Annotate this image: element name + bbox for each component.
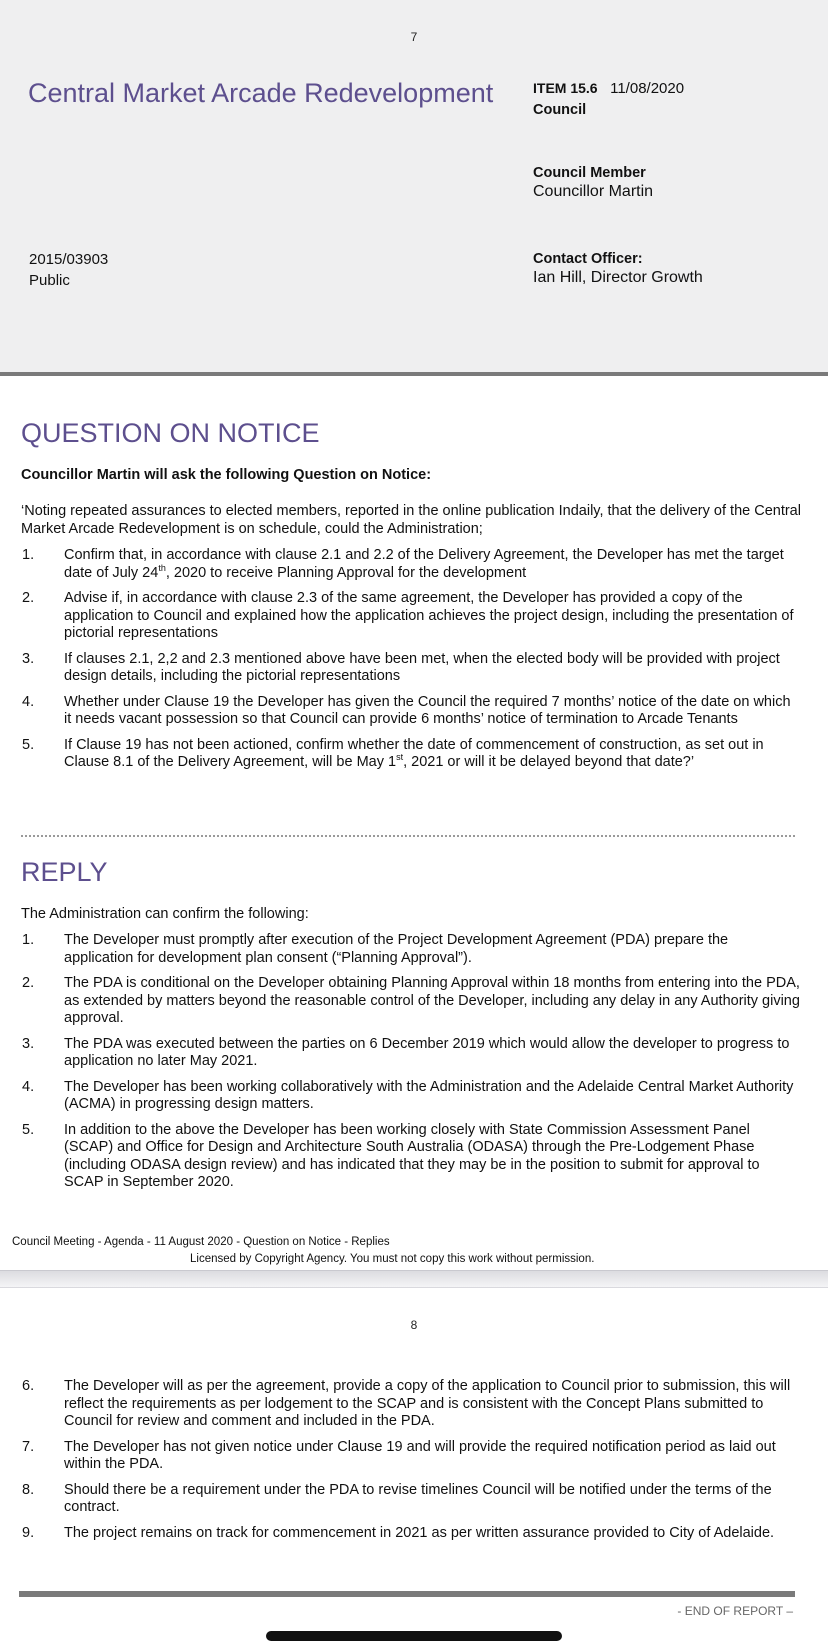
reference-number: 2015/03903 [29, 251, 109, 268]
item-text: Should there be a requirement under the PDA to revise timelines Council will be notified under the terms of the contract. [64, 1481, 772, 1515]
item-number: 5. [22, 1121, 35, 1138]
question-item [21, 694, 801, 729]
item-number: 4. [22, 1078, 35, 1095]
header-divider [0, 372, 828, 376]
status-label: Public [29, 272, 70, 289]
item-number: 3. [22, 650, 35, 667]
item-number: 6. [22, 1378, 35, 1394]
home-indicator[interactable] [266, 1631, 562, 1641]
item-number: 5. [22, 736, 35, 753]
item-text: The PDA was executed between the parties on 6 December 2019 which would allow the developer to progress to application no later May 2021. [64, 1035, 790, 1069]
item-number: 1. [22, 932, 35, 948]
ordinal-suffix: th [158, 562, 166, 573]
question-item [21, 651, 801, 686]
item-text: The PDA is conditional on the Developer obtaining Planning Approval within 18 months from entering into the PDA, as extended by matters beyond the reasonable control of the Developer, including any delay in any Authority giving approval. [64, 975, 800, 1026]
reply-item [21, 1079, 801, 1114]
question-heading: QUESTION ON NOTICE [21, 418, 320, 448]
reply-item [21, 1482, 801, 1517]
item-text: Whether under Clause 19 the Developer has given the Council the required 7 months’ notice of the date on which it needs vacant possession so that Council can provide 6 months’ notice of termination to Arcade Tenants [64, 693, 791, 727]
footer-copyright: Licensed by Copyright Agency. You must not copy this work without permission. [190, 1253, 595, 1265]
ordinal-suffix: st [396, 752, 404, 763]
section-divider [21, 835, 795, 837]
council-member-name: Councillor Martin [533, 183, 654, 200]
reply-item [21, 1525, 801, 1543]
item-text: The Developer will as per the agreement, provide a copy of the application to Council prior to submission, this will reflect the requirements as per lodgement to the SCAP and is consistent with the Concept Plans submitted to Council for review and comment and included in the PDA. [64, 1378, 791, 1429]
item-number: 2. [22, 975, 35, 991]
item-text: Confirm that, in accordance with clause 2.1 and 2.2 of the Delivery Agreement, the Developer has met the target date of July 24th, 2020 to receive Planning Approval for the development [64, 547, 784, 581]
item-text: In addition to the above the Developer has been working closely with State Commission Assessment Panel (SCAP) and Office for Design and Architecture South Australia (ODASA) through the Pre-Lodgement Phase (including ODASA design review) and has indicated that they may be in the position to submit for approval to SCAP in September 2020. [64, 1121, 760, 1190]
page-number: 7 [410, 30, 418, 44]
question-list [21, 547, 801, 780]
question-item [21, 590, 801, 643]
item-text: If clauses 2.1, 2,2 and 2.3 mentioned above have been met, when the elected body will be provided with project design details, including the pictorial representations [64, 650, 780, 684]
report-title: Central Market Arcade Redevelopment [28, 78, 494, 108]
reply-item [21, 1439, 801, 1474]
reply-item [21, 975, 801, 1028]
item-number: 2. [22, 590, 35, 606]
question-intro: Councillor Martin will ask the following Question on Notice: [21, 467, 432, 483]
item-line [533, 80, 684, 97]
reply-item [21, 932, 801, 967]
item-date: 11/08/2020 [610, 80, 685, 97]
bottom-divider [19, 1591, 795, 1597]
item-number: 7. [22, 1438, 35, 1455]
item-text: The Developer has not given notice under Clause 19 and will provide the required notification period as laid out within the PDA. [64, 1438, 776, 1472]
contact-officer-label: Contact Officer: [533, 251, 643, 267]
item-label: ITEM 15.6 [533, 80, 598, 96]
page-separator [0, 1270, 828, 1288]
item-text: The Developer has been working collaboratively with the Administration and the Adelaide Central Market Authority (ACMA) in progressing design matters. [64, 1078, 794, 1112]
meeting-type: Council [533, 102, 587, 118]
reply-list-continued [21, 1378, 801, 1550]
item-number: 1. [22, 547, 35, 563]
item-text: If Clause 19 has not been actioned, confirm whether the date of commencement of construction, as set out in Clause 8.1 of the Delivery Agreement, will be May 1st, 2021 or will it be delayed beyond that date?’ [64, 736, 764, 770]
reply-list [21, 932, 801, 1200]
question-paragraph: ‘Noting repeated assurances to elected members, reported in the online publication Indaily, that the delivery of the Central Market Arcade Redevelopment is on schedule, could the Administration; [21, 503, 801, 537]
footer-meeting-line: Council Meeting - Agenda - 11 August 2020 - Question on Notice - Replies [12, 1236, 390, 1248]
item-text: The Developer must promptly after execution of the Project Development Agreement (PDA) prepare the application for development plan consent (“Planning Approval”). [64, 932, 729, 966]
item-number: 3. [22, 1035, 35, 1052]
report-header [0, 0, 828, 372]
council-member-label: Council Member [533, 165, 646, 181]
reply-item [21, 1378, 801, 1431]
question-item [21, 737, 801, 772]
item-number: 4. [22, 693, 35, 710]
contact-officer-name: Ian Hill, Director Growth [533, 269, 703, 286]
item-text: The project remains on track for commencement in 2021 as per written assurance provided to City of Adelaide. [64, 1524, 775, 1541]
reply-heading: REPLY [21, 857, 108, 887]
reply-item [21, 1122, 801, 1192]
page-number-2: 8 [410, 1318, 418, 1332]
reply-intro: The Administration can confirm the following: [21, 906, 309, 922]
question-item [21, 547, 801, 582]
end-of-report: - END OF REPORT – [677, 1604, 793, 1618]
item-number: 9. [22, 1524, 35, 1541]
reply-item [21, 1036, 801, 1071]
item-text: Advise if, in accordance with clause 2.3 of the same agreement, the Developer has provided a copy of the application to Council and explained how the application achieves the project design, including the presentation of pictorial representations [64, 590, 794, 641]
item-number: 8. [22, 1481, 35, 1498]
